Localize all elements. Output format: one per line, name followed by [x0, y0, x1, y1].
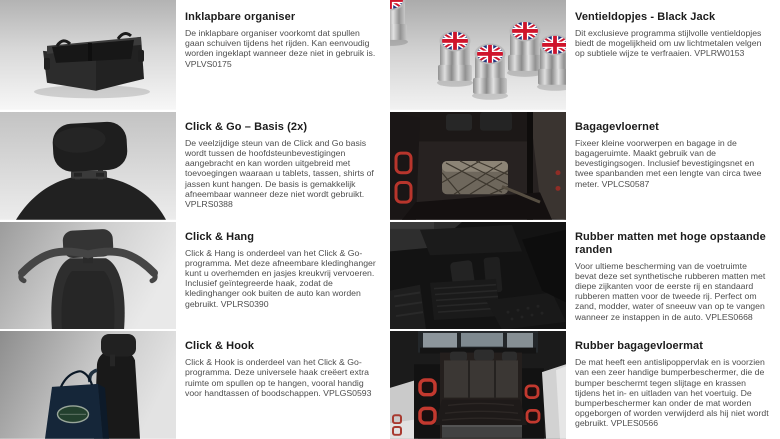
product-row-click-go-basis — [0, 110, 390, 220]
product-row-rubber-matten — [390, 220, 780, 330]
product-title: Ventieldopjes - Black Jack — [575, 11, 716, 23]
product-description: De mat heeft een antislipoppervlak en is voorzien van een zeer handige bumperbeschermer, die de bumper beschermt tegen slijtage en krassen tijdens het in- en uitladen van het voertuig. De bumperbeschermer kan onder de mat worden opgeborgen of worden verwijderd als hij niet wordt gebruikt. VPLES0566 — [575, 357, 769, 429]
product-row-bagagevloernet — [390, 110, 780, 220]
product-row-inklapbare-organiser — [0, 0, 390, 110]
product-description: Click & Hook is onderdeel van het Click & Go-programma. Deze universele haak creëert extra ruimte om spullen op te hangen, vooral handig voor handtassen of boodschappen. VPLGS0593 — [185, 357, 372, 398]
product-title: Click & Hang — [185, 230, 255, 243]
product-row-rubber-bagagevloermat — [390, 329, 780, 439]
union-jack-valve-caps-photo — [390, 0, 566, 110]
product-title: Rubber bagagevloermat — [575, 340, 704, 353]
headrest-base-photo — [0, 110, 176, 220]
product-title: Click & Hook — [185, 340, 255, 353]
product-code: VPLCS0587 — [601, 178, 650, 189]
cargo-floor-net-photo — [390, 110, 566, 220]
product-row-ventieldopjes — [390, 0, 780, 110]
product-row-click-hook — [0, 329, 390, 439]
product-code: VPLVS0175 — [185, 58, 232, 69]
product-info — [176, 329, 390, 439]
product-code: VPLRW0153 — [694, 48, 745, 59]
seat-hook-bag-photo — [0, 329, 176, 439]
collapsible-organiser-photo — [0, 0, 176, 110]
product-code: VPLES0668 — [705, 311, 753, 322]
product-info — [176, 220, 390, 330]
product-description: Click & Hang is onderdeel van het Click & Go-programma. Met deze afneembare kledinghanger kunt u overhemden en jasjes kreukvrij vervoeren. Inclusief geïntegreerde haak, zodat de kledinghanger ook buiten de auto kan worden gebruikt. VPLRS0390 — [185, 247, 376, 309]
product-title: Rubber matten met hoge opstaande randen — [575, 230, 766, 256]
product-code: VPLRS0388 — [185, 198, 233, 209]
product-info — [566, 329, 780, 439]
product-code: VPLRS0390 — [220, 298, 269, 309]
product-title: Bagagevloernet — [575, 120, 659, 133]
product-title: Click & Go – Basis (2x) — [185, 120, 308, 133]
product-description: Voor ultieme bescherming van de voetruimte bevat deze set synthetische rubberen matten met diepe zijkanten voor de eerste rij en standaard rubberen matten voor de tweede rij. Perfect om zand, modder, water of sneeuw van op te vangen wanneer ze instappen in de auto. VPLES0668 — [575, 260, 766, 322]
product-title: Inklapbare organiser — [185, 11, 296, 23]
product-description: Dit exclusieve programma stijlvolle ventieldopjes biedt de mogelijkheid om uw lichtmetalen velgen op subtiele wijze te verfraaien. VPLRW0153 — [575, 28, 762, 59]
product-info — [566, 0, 780, 110]
product-code: VPLES0566 — [610, 418, 659, 429]
rubber-loadspace-mat-photo — [390, 329, 566, 439]
product-info — [176, 110, 390, 220]
rubber-floor-mats-photo — [390, 220, 566, 330]
product-description: Fixeer kleine voorwerpen en bagage in de bagageruimte. Maakt gebruik van de bevestigingsogen. Inclusief bevestigingsnet en twee spanbanden met een lengte van circa twee meter. VPLCS0587 — [575, 137, 762, 189]
product-code: VPLGS0593 — [323, 387, 372, 398]
product-description: De veelzijdige steun van de Click and Go basis wordt tussen de hoofdsteunbevestigingen aangebracht en kan worden uitgebreid met toevoegingen waaraan u tablets, tassen, shirts of jassen kunt hangen. De basis is gemakkelijk afneembaar wanneer deze niet wordt gebruikt. VPLRS0388 — [185, 137, 374, 209]
catalog-right-column — [390, 0, 780, 439]
product-row-click-hang — [0, 220, 390, 330]
product-description: De inklapbare organiser voorkomt dat spullen gaan schuiven tijdens het rijden. Kan eenvoudig worden ingeklapt wanneer deze niet in gebruik is. VPLVS0175 — [185, 28, 376, 69]
product-info — [176, 0, 390, 110]
product-info — [566, 220, 780, 330]
product-info — [566, 110, 780, 220]
seat-hanger-photo — [0, 220, 176, 330]
